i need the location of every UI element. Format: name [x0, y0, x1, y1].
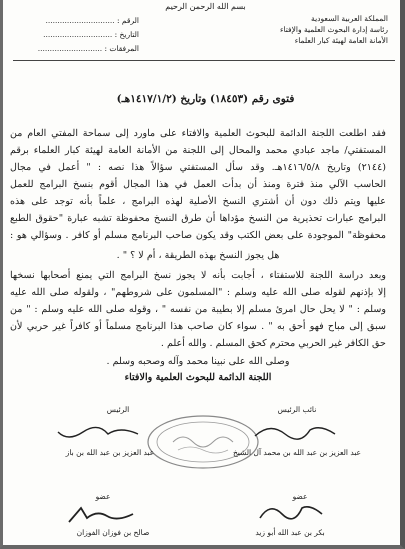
body-line: سبق إلى مباح فهو أحق به " . سواء كان صاحب هذا البرنامج مسلماً أو كافراً غير حربي لأن	[10, 321, 386, 332]
vice-president-signature	[250, 418, 340, 444]
president-name: عبد العزيز بن عبد الله بن باز	[65, 448, 155, 457]
member-left-name: صالح بن فوزان الفوزان	[76, 528, 150, 537]
official-seal	[143, 412, 263, 472]
committee-name: اللجنة الدائمة للبحوث العلمية والافتاء	[124, 372, 272, 383]
meta-date-label: التاريخ	[119, 30, 139, 39]
president-role: الرئيس	[106, 405, 130, 414]
vice-president-role: نائب الرئيس	[277, 405, 317, 414]
org-line-presidency: رئاسة إدارة البحوث العلمية والإفتاء	[279, 25, 388, 34]
member-role-right: عضو	[292, 492, 308, 501]
org-line-secretariat: الأمانة العامة لهيئة كبار العلماء	[294, 36, 388, 45]
member-role-left: عضو	[95, 492, 111, 501]
meta-attachments-label: المرفقات	[109, 44, 139, 53]
vice-president-name: عبد العزيز بن عبد الله بن محمد آل الشيخ	[232, 448, 362, 457]
body-line: فقد اطلعت اللجنة الدائمة للبحوث العلمية والافتاء على ماورد إلى سماحة المفتي العام من	[10, 128, 386, 139]
member-right-name: بكر بن عبد الله أبو زيد	[255, 528, 325, 537]
body-line: حق الكافر غير الحربي محترم كحق المسلم . والله أعلم .	[160, 338, 386, 349]
meta-number-label: الرقم	[121, 16, 139, 25]
body-line: وسلم : " لا يحل حال امرئ مسلم إلا بطيبة من نفسه " ، وقوله صلى الله عليه وسلم : " من	[10, 304, 386, 315]
body-line: المستفتي/ ماجد عبادي محمد والمحال إلى اللجنة من الأمانة العامة لهيئة كبار العلماء برقم	[10, 145, 386, 156]
president-signature	[53, 418, 143, 444]
closing-salutation: وصلى الله على نبينا محمد وآله وصحبه وسلم .	[106, 356, 290, 367]
body-line: الحاسب الآلي منذ فترة ومنذ أن بدأت العمل في هذا المجال أقوم بنسخ البرامج للعمل	[10, 179, 386, 190]
body-line: عليها ويتم ذلك دون أن أشتري النسخ الأصلية لهذه البرامج ، علماً بأنه توجد على هذه	[10, 196, 386, 207]
member-right-signature	[250, 498, 330, 528]
body-line: محفوظة" الموجودة على بعض الكتب وقد يكون صاحب البرنامج مسلم أو كافر . وسؤالي هو :	[10, 230, 386, 241]
meta-number: الرقم : .............................	[45, 16, 139, 25]
body-line: (٢١٤٤) وتاريخ ١٤١٦/٥/٨هـ. وقد سأل المستفتي سؤالاً هذا نصه : " أعمل في مجال	[10, 162, 386, 173]
meta-attachments-value: ...........................	[37, 44, 103, 53]
body-line: هل يجوز النسخ بهذه الطريقة ، أم لا ؟ " .	[116, 250, 280, 261]
basmala: بسم الله الرحمن الرحيم	[165, 2, 246, 11]
body-line: البرامج عبارات تحذيرية من النسخ مؤداها أن طرق النسخ محفوظة تشبه عبارة "حقوق الطبع	[10, 213, 386, 224]
body-line: وبعد دراسة اللجنة للاستفتاء ، أجابت بأنه لا يجوز نسخ البرامج التي يمنع أصحابها نسخها	[10, 270, 386, 281]
meta-number-value: .............................	[45, 16, 115, 25]
member-left-signature	[61, 500, 141, 530]
fatwa-title: فتوى رقم (١٨٤٥٣) وتاريخ (١٤١٧/١/٢هـ)	[116, 93, 295, 105]
meta-attachments: المرفقات : ...........................	[37, 44, 139, 53]
header-divider	[13, 60, 395, 61]
org-line-country: المملكة العربية السعودية	[311, 14, 388, 23]
meta-date-value: .............................	[43, 30, 113, 39]
body-line: إلا بإذنهم لقوله صلى الله عليه وسلم : "المسلمون على شروطهم" ، ولقوله صلى الله عليه	[10, 287, 386, 298]
meta-date: التاريخ : .............................	[43, 30, 139, 39]
